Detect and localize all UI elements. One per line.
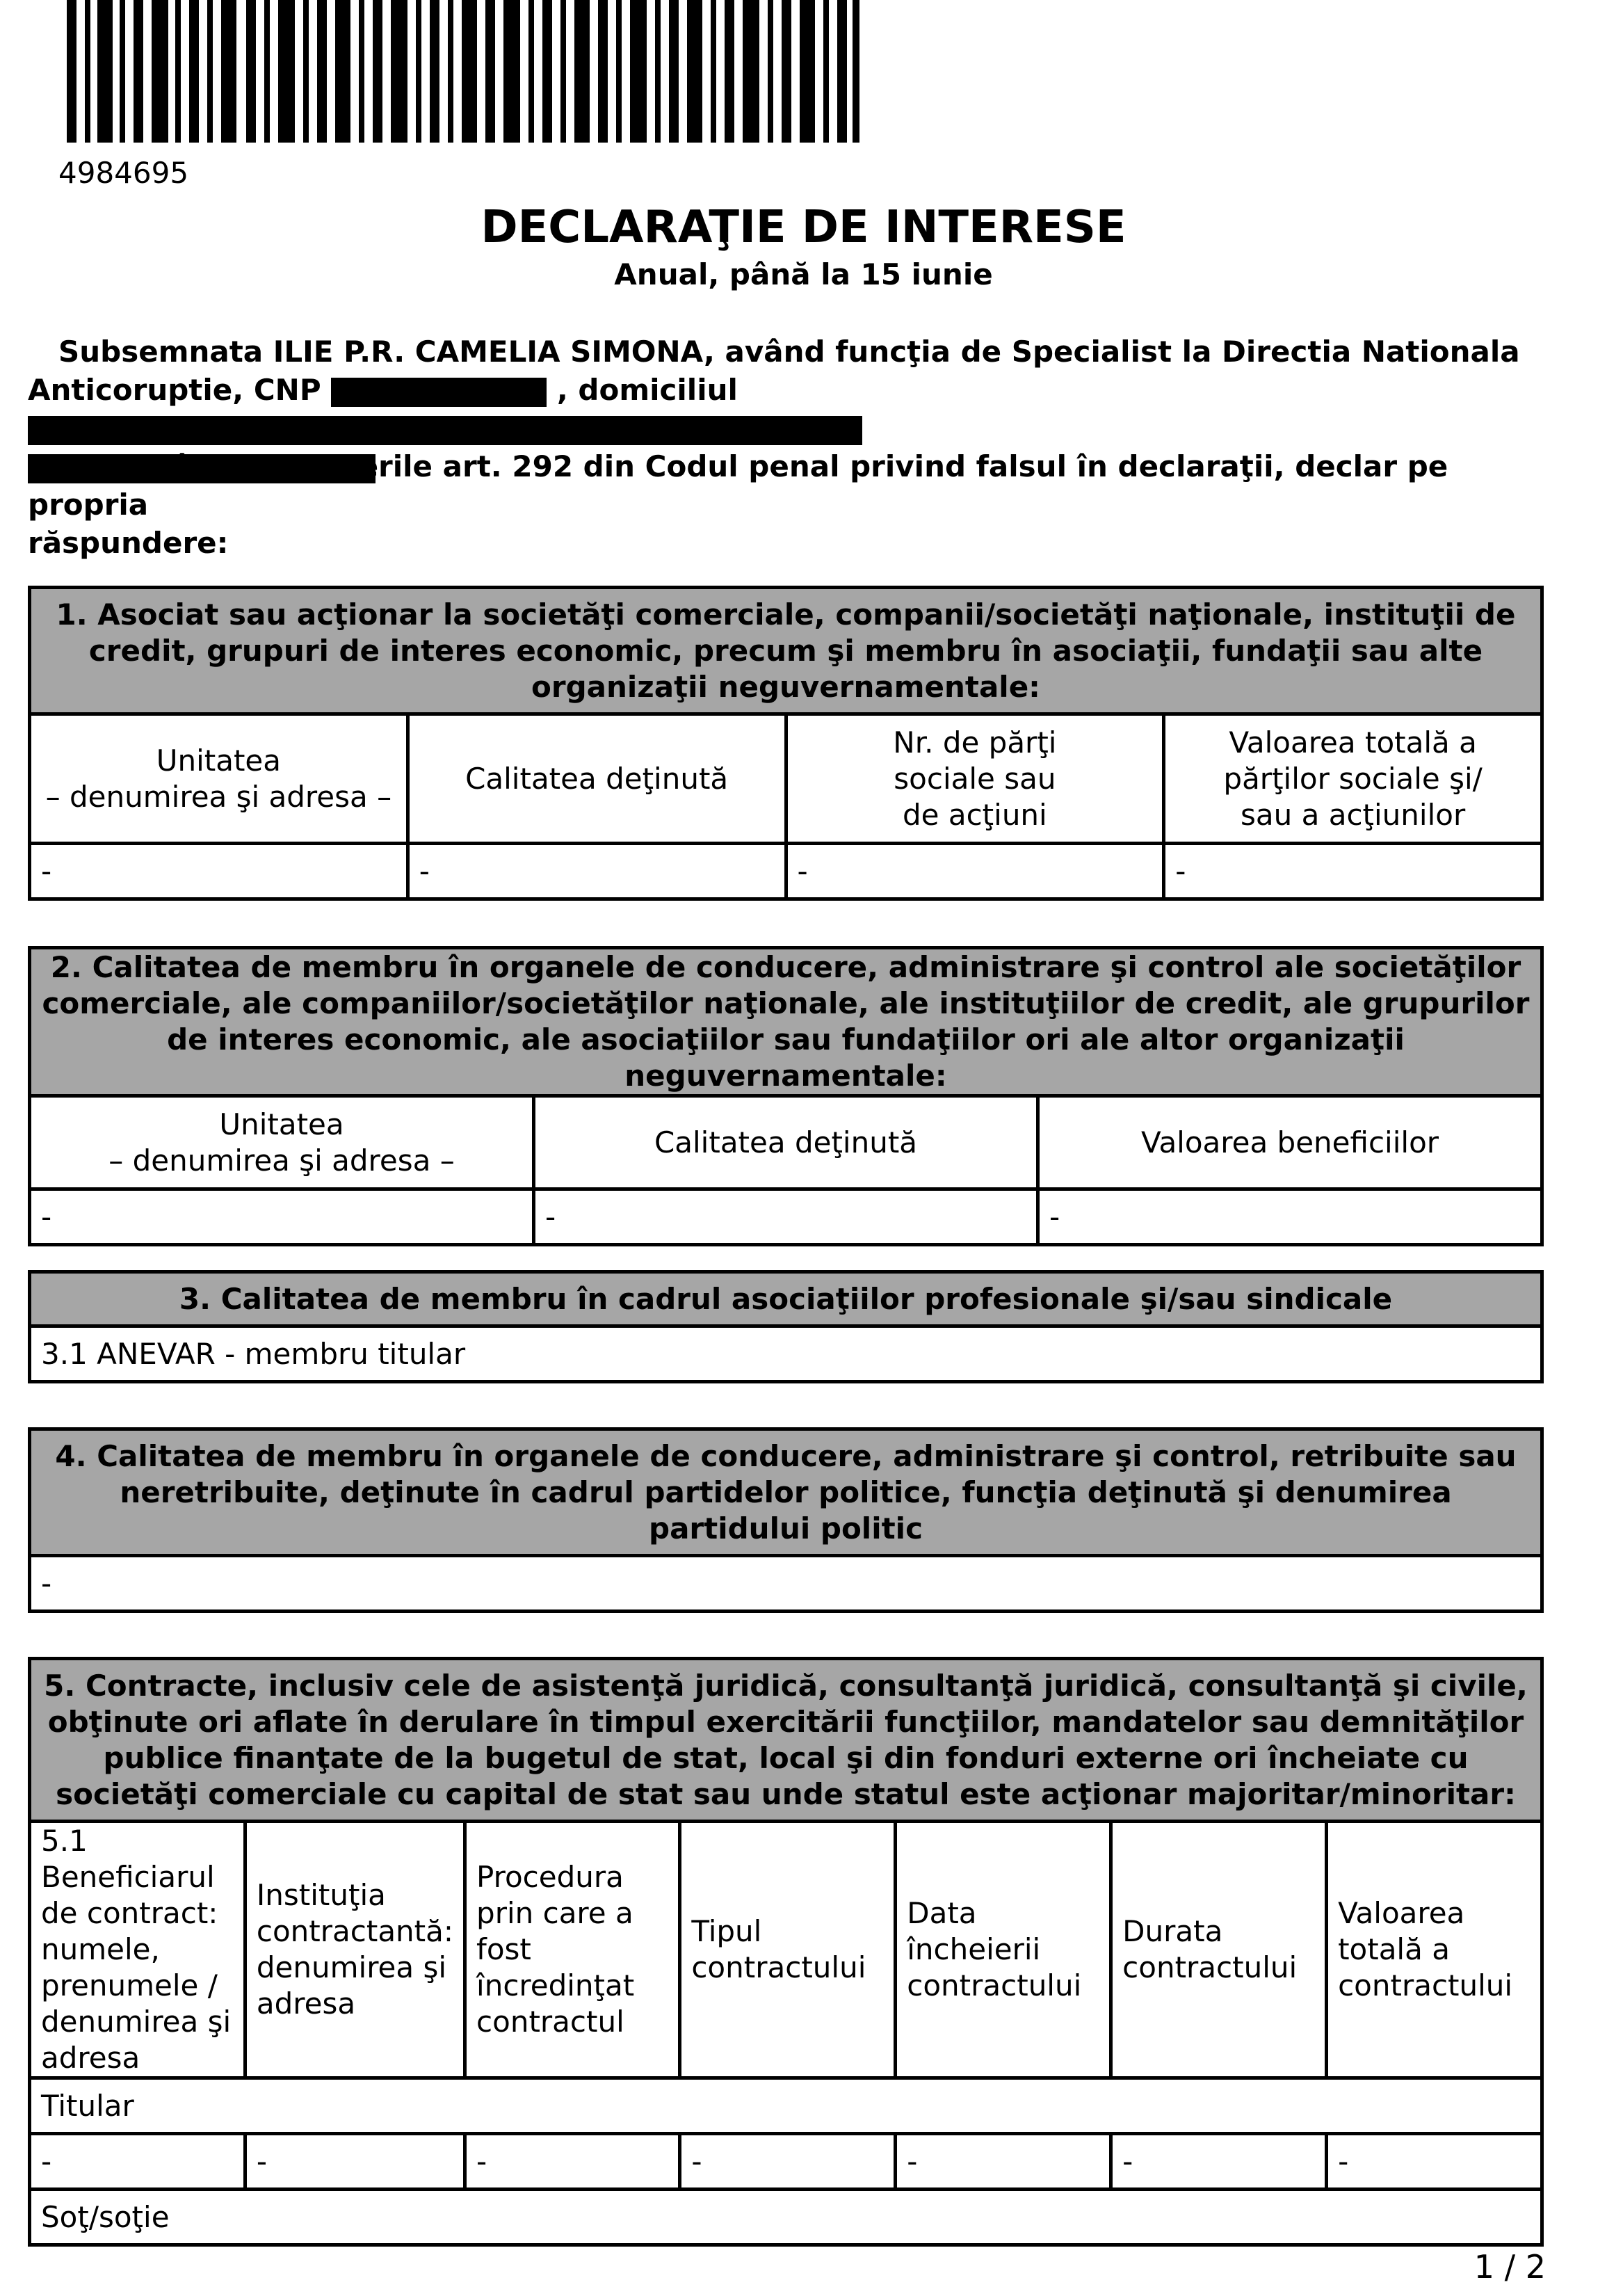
s5-col-date: Data încheierii contractului [896, 1822, 1111, 2078]
table-cell: - [680, 2134, 896, 2190]
s2-col-benefits: Valoarea beneficiilor [1038, 1096, 1542, 1189]
section-1-title: 1. Asociat sau acţionar la societăţi comerciale, companii/societăţi naţionale, instituţii de credit, grupuri de interes economic, precum şi membru în asociaţii, fundaţii sau alte organizaţii neguvernamentale: [30, 588, 1542, 714]
section-4-title: 4. Calitatea de membru în organele de conducere, administrare şi control, retribuite sau neretribuite, deţinute în cadrul partidelor politice, funcţia deţinută şi denumirea partidului politic [30, 1429, 1542, 1556]
table-cell: - [465, 2134, 680, 2190]
document-subtitle: Anual, până la 15 iunie [614, 257, 993, 291]
table-cell: - [30, 844, 408, 899]
document-title: DECLARAŢIE DE INTERESE [481, 202, 1126, 253]
s5-col-beneficiary: 5.1 Beneficiarul de contract: numele, prenumele / denumirea şi adresa [30, 1822, 245, 2078]
statement-line-5: răspundere: [28, 526, 229, 560]
table-cell: - [1038, 1189, 1542, 1245]
section-4-entry: - [30, 1556, 1542, 1612]
s2-col-unit: Unitatea – denumirea şi adresa – [30, 1096, 534, 1189]
section-1-table [28, 586, 1544, 901]
statement-line-4: cunoscând prevederile art. 292 din Codul penal privind falsul în declaraţii, declar pe propria [28, 449, 1448, 522]
table-cell: - [407, 844, 786, 899]
statement-line-1: Subsemnata ILIE P.R. CAMELIA SIMONA, având funcţia de Specialist la Directia Nationala [58, 335, 1520, 369]
redacted-cnp [331, 378, 547, 407]
document-number: 4984695 [58, 156, 189, 190]
section-2-table [28, 946, 1544, 1246]
statement-line-2: Anticoruptie, CNP [28, 373, 321, 407]
table-cell: - [30, 1189, 534, 1245]
s5-col-type: Tipul contractului [680, 1822, 896, 2078]
barcode [67, 0, 859, 143]
s5-col-value: Valoarea totală a contractului [1327, 1822, 1542, 2078]
section-3-entry: 3.1 ANEVAR - membru titular [30, 1326, 1542, 1382]
table-cell: - [534, 1189, 1038, 1245]
section-5-title: 5. Contracte, inclusiv cele de asistenţă juridică, consultanţă juridică, consultanţă şi civile, obţinute ori aflate în derulare în timpul exercitării funcţiilor, mandatelor sau demnităţilor publice finanţate de la bugetul de stat, local şi din fonduri externe ori încheiate cu societăţi comerciale cu capital de stat sau unde statul este acţionar majoritar/minoritar: [30, 1659, 1542, 1822]
s5-col-procedure: Procedura prin care a fost încredinţat contractul [465, 1822, 680, 2078]
table-cell: - [1111, 2134, 1327, 2190]
table-cell: - [1327, 2134, 1542, 2190]
table-cell: - [30, 2134, 245, 2190]
section-2-title: 2. Calitatea de membru în organele de conducere, administrare şi control ale societăţilor comerciale, ale companiilor/societăţilor naţionale, ale instituţiilor de credit, ale grupurilor de interes economic, ale asociaţiilor sau fundaţiilor ori ale altor organizaţii neguvernamentale: [30, 948, 1542, 1096]
section-4-table [28, 1427, 1544, 1613]
s1-col-shares: Nr. de părţi sociale sau de acţiuni [786, 714, 1164, 844]
table-cell: - [786, 844, 1164, 899]
declarant-statement-2 [28, 447, 1544, 562]
table-cell: - [1164, 844, 1542, 899]
s5-titular-label: Titular [30, 2078, 1542, 2134]
s1-col-unit: Unitatea – denumirea şi adresa – [30, 714, 408, 844]
page-number: 1 / 2 [1473, 2248, 1546, 2286]
section-3-table [28, 1270, 1544, 1383]
table-cell: - [245, 2134, 465, 2190]
s1-col-role: Calitatea deţinută [407, 714, 786, 844]
statement-line-2-cont: , domiciliul [556, 373, 738, 407]
redacted-address [28, 416, 862, 445]
section-3-title: 3. Calitatea de membru în cadrul asociaţiilor profesionale şi/sau sindicale [30, 1272, 1542, 1326]
s2-col-role: Calitatea deţinută [534, 1096, 1038, 1189]
s5-col-institution: Instituţia contractantă: denumirea şi adresa [245, 1822, 465, 2078]
section-5-table [28, 1657, 1544, 2247]
s1-col-value: Valoarea totală a părţilor sociale şi/ sau a acţiunilor [1164, 714, 1542, 844]
s5-spouse-label: Soţ/soţie [30, 2190, 1542, 2245]
s5-col-duration: Durata contractului [1111, 1822, 1327, 2078]
table-cell: - [896, 2134, 1111, 2190]
